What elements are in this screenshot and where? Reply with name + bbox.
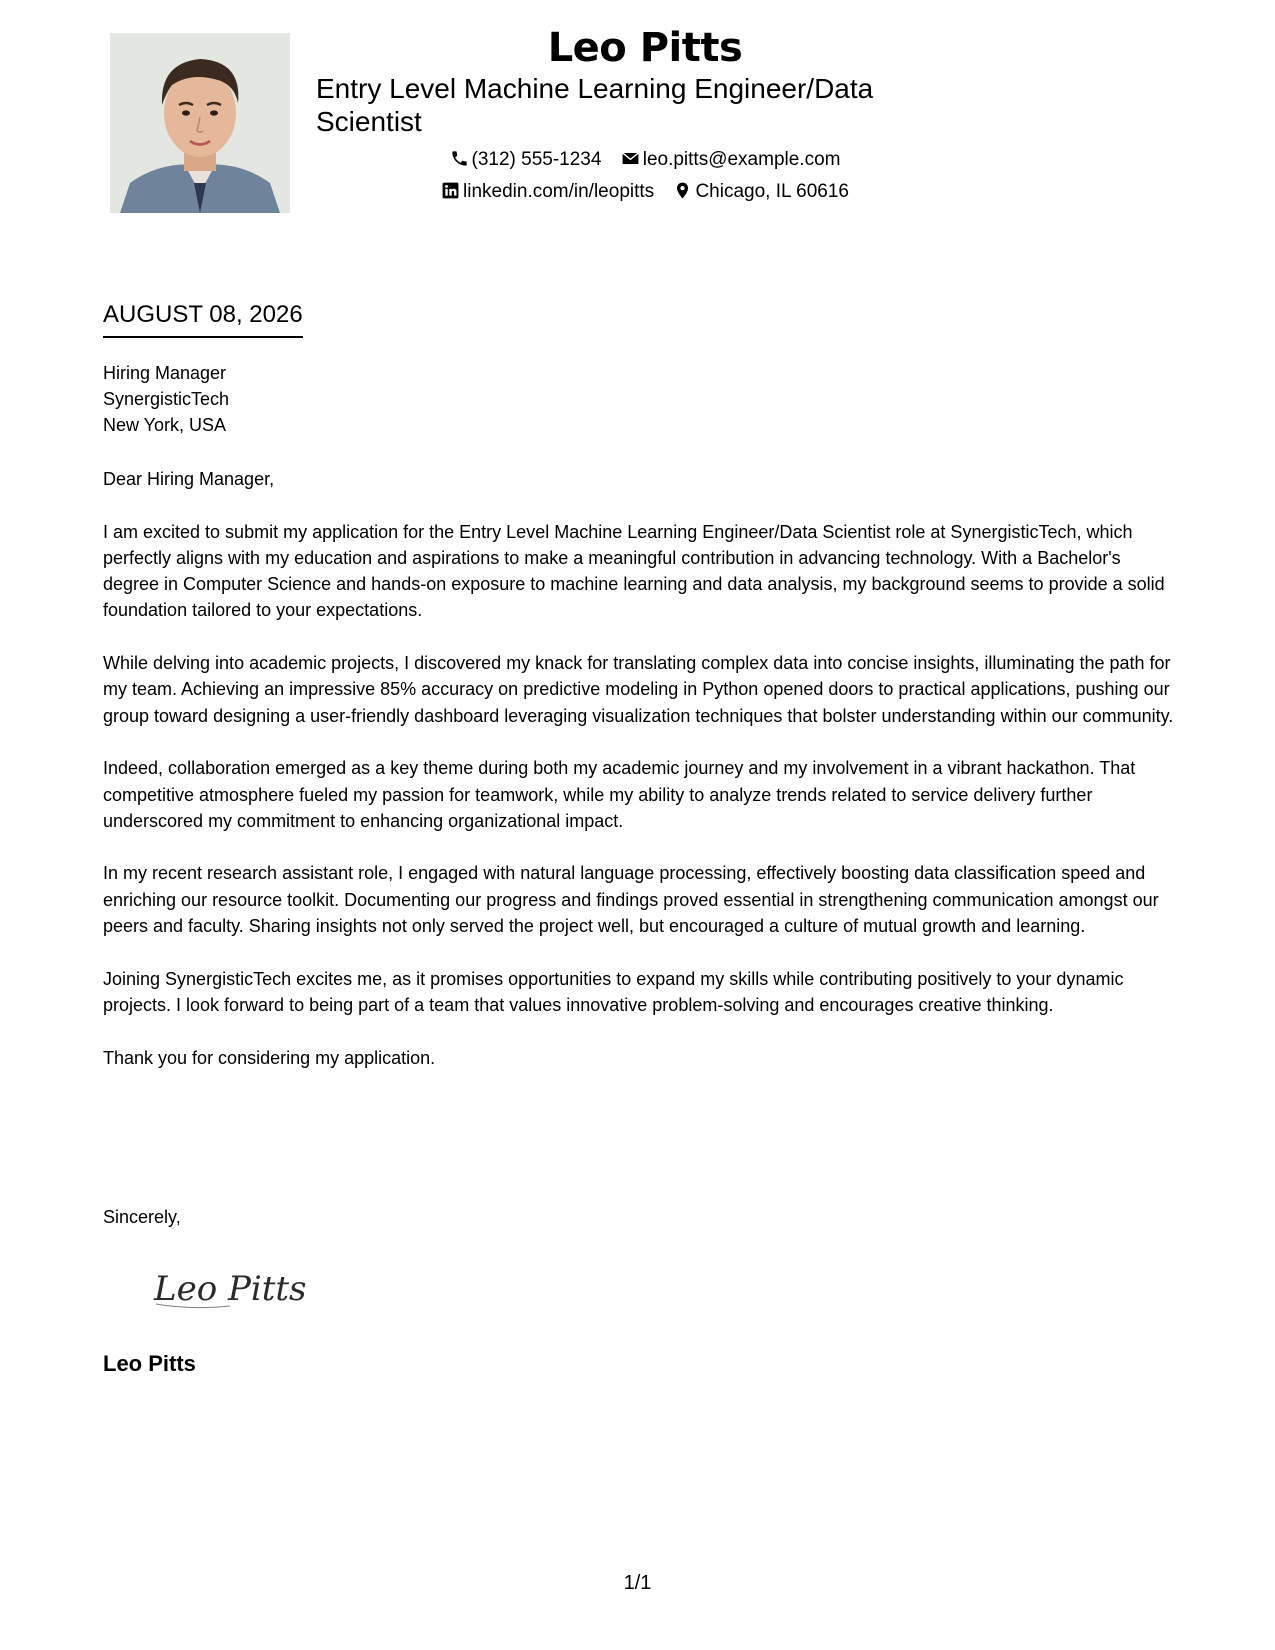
job-title: Entry Level Machine Learning Engineer/Data Scientist — [316, 73, 874, 137]
recipient-company: SynergisticTech — [103, 389, 230, 409]
body-paragraph: While delving into academic projects, I discovered my knack for translating complex data into concise insights, illuminating the path for my team. Achieving an impressive 85% accuracy on predictive modeling in Python opened doors to practical applications, pushing our group toward designing a user-friendly dashboard leveraging visualization techniques that bolster understanding within our community. — [103, 653, 1174, 726]
contact-linkedin[interactable] — [441, 180, 654, 204]
recipient-block — [103, 360, 229, 438]
body-paragraph: In my recent research assistant role, I engaged with natural language processing, effectively boosting data classification speed and enriching our resource toolkit. Documenting our progress and findings proved essential in strengthening communication amongst our peers and faculty. Sharing insights not only served the project well, but encouraged a culture of mutual growth and learning. — [103, 863, 1159, 937]
page-number: 1/1 — [623, 1572, 652, 1594]
letter-date: AUGUST 08, 2026 — [103, 300, 303, 338]
salutation: Dear Hiring Manager, — [103, 469, 275, 489]
body-paragraph: Joining SynergisticTech excites me, as it promises opportunities to expand my skills while contributing positively to your dynamic projects. I look forward to being part of a team that values innovative problem-solving and encourages creative thinking. — [103, 968, 1124, 1015]
body-paragraph: Thank you for considering my application. — [103, 1047, 436, 1068]
handwritten-signature — [150, 1262, 320, 1314]
applicant-name: Leo Pitts — [547, 25, 743, 71]
body-paragraph: I am excited to submit my application for the Entry Level Machine Learning Engineer/Data Scientist role at SynergisticTech, which perfectly aligns with my education and aspirations to make a meaningful contribution in advancing technology. With a Bachelor's degree in Computer Science and hands-on exposure to machine learning and data analysis, my background seems to provide a solid foundation tailored to your expectations. — [103, 521, 1165, 621]
body-paragraph: Indeed, collaboration emerged as a key theme during both my academic journey and my involvement in a vibrant hackathon. That competitive atmosphere fueled my passion for teamwork, while my ability to analyze trends related to service delivery further underscored my commitment to enhancing organizational impact. — [103, 758, 1136, 831]
linkedin-text: linkedin.com/in/leopitts — [463, 181, 655, 202]
profile-photo — [110, 33, 290, 213]
phone-text: (312) 555-1234 — [471, 149, 602, 170]
contact-location — [673, 180, 849, 204]
recipient-title: Hiring Manager — [103, 363, 227, 383]
contact-row-2 — [330, 180, 960, 204]
contact-phone[interactable] — [450, 148, 602, 172]
signer-name: Leo Pitts — [103, 1351, 196, 1376]
signature-image — [150, 1262, 320, 1314]
location-text: Chicago, IL 60616 — [695, 181, 849, 202]
email-text: leo.pitts@example.com — [642, 149, 841, 170]
phone-icon — [450, 149, 469, 168]
contact-email[interactable] — [621, 148, 841, 172]
recipient-location: New York, USA — [103, 415, 227, 435]
envelope-icon — [621, 149, 640, 168]
portrait-image — [110, 33, 290, 213]
closing: Sincerely, — [103, 1207, 181, 1227]
map-marker-icon — [673, 181, 692, 200]
linkedin-icon — [441, 181, 460, 200]
signature-text: Leo Pitts — [154, 1269, 307, 1309]
contact-row-1 — [330, 148, 960, 172]
letter-body — [103, 466, 1178, 1097]
